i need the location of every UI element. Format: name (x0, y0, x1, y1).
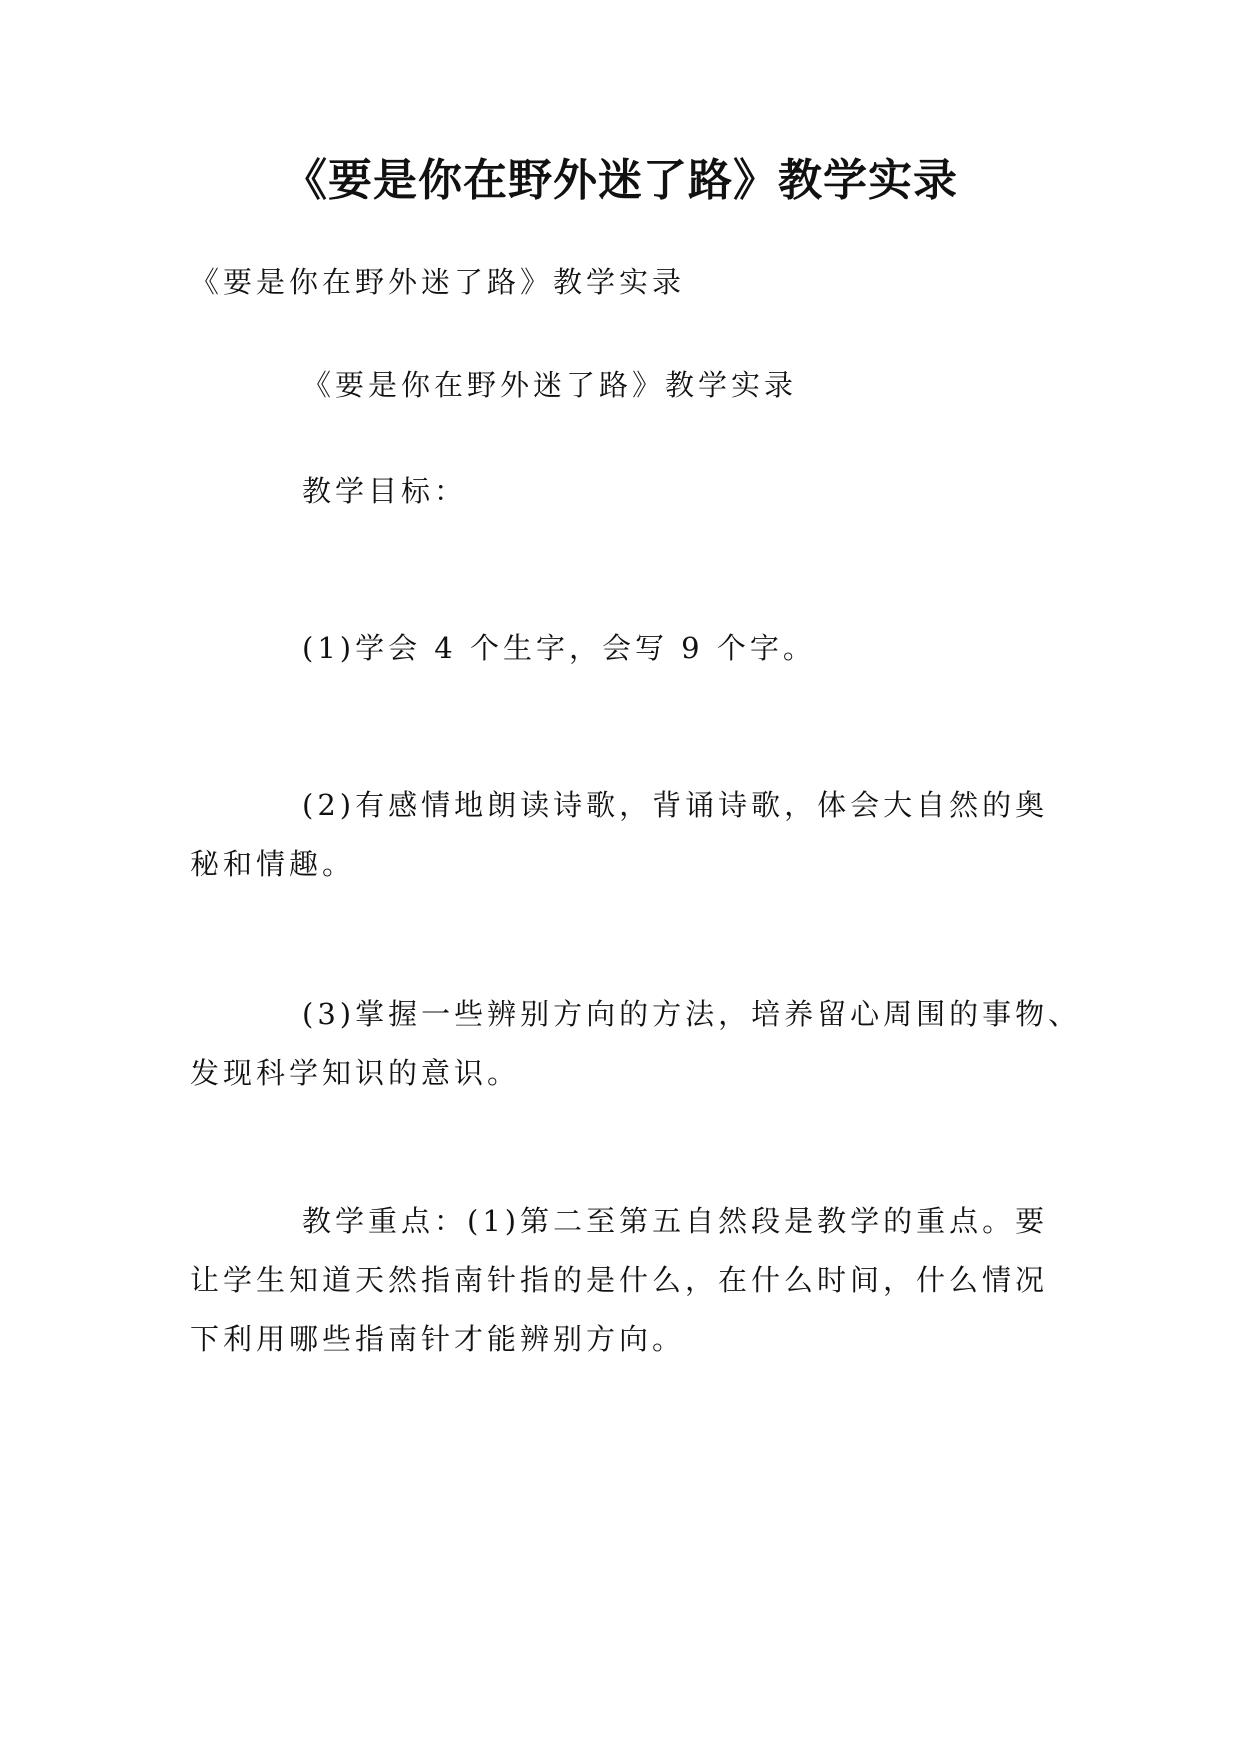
goal-2-line-1: (2)有感情地朗读诗歌，背诵诗歌，体会大自然的奥 (302, 788, 1049, 822)
goal-1: (1)学会 4 个生字，会写 9 个字。 (302, 631, 816, 665)
goal-3-line-1: (3)掌握一些辨别方向的方法，培养留心周围的事物、 (302, 997, 1082, 1031)
goal-2-line-2: 秘和情趣。 (190, 847, 356, 881)
key-point-line-3: 下利用哪些指南针才能辨别方向。 (190, 1322, 686, 1356)
goal-3 (190, 985, 1082, 1103)
key-point-line-1: 教学重点：(1)第二至第五自然段是教学的重点。要 (302, 1204, 1049, 1238)
inner-title: 《要是你在野外迷了路》教学实录 (302, 368, 798, 402)
goals-heading: 教学目标： (302, 474, 468, 508)
goal-2 (190, 776, 1050, 894)
key-point (190, 1192, 1050, 1369)
document-title: 《要是你在野外迷了路》教学实录 (283, 155, 958, 206)
goal-3-line-2: 发现科学知识的意识。 (190, 1056, 521, 1090)
key-point-line-2: 让学生知道天然指南针指的是什么，在什么时间，什么情况 (190, 1263, 1049, 1297)
document-subtitle: 《要是你在野外迷了路》教学实录 (190, 265, 686, 299)
